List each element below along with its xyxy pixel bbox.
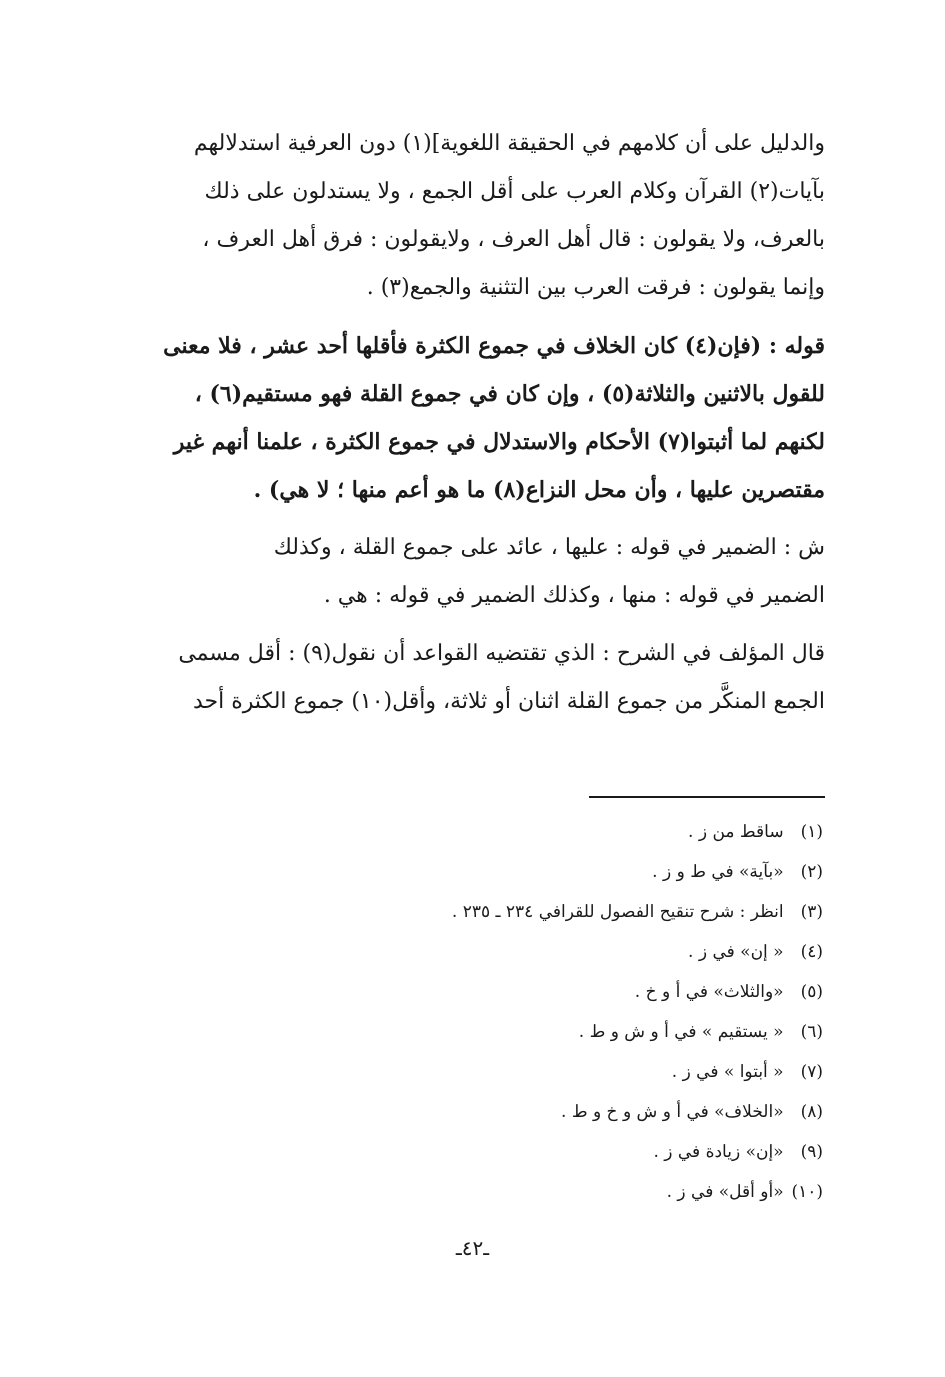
paragraph-4 — [110, 630, 825, 726]
footnote-text: «الخلاف» في أ و ش و خ و ط . — [561, 1102, 784, 1122]
page-number: ـ٤٢ـ — [455, 1236, 490, 1260]
footnote-text: «أو أقل» في ز . — [666, 1182, 784, 1202]
footnote-item — [223, 1132, 823, 1172]
footnote-item — [223, 1052, 823, 1092]
footnote-divider — [589, 796, 825, 798]
footnote-item — [223, 852, 823, 892]
footnote-number: (٣) — [800, 902, 823, 922]
paragraph-3 — [110, 524, 825, 620]
footnote-number: (٨) — [800, 1102, 823, 1122]
footnote-number: (١٠) — [791, 1182, 823, 1202]
footnote-item — [223, 1092, 823, 1132]
footnote-number: (٥) — [800, 982, 823, 1002]
paragraph-2-quotation — [110, 322, 825, 514]
text-line: للقول بالاثنين والثلاثة(٥) ، وإن كان في جموع القلة فهو مستقيم(٦) ، — [194, 381, 825, 407]
footnote-item — [223, 1172, 823, 1212]
footnote-text: « يستقيم » في أ و ش و ط . — [578, 1022, 784, 1042]
footnote-number: (٩) — [800, 1142, 823, 1162]
text-line: ش : الضمير في قوله : عليها ، عائد على جموع القلة ، وكذلك — [273, 535, 825, 560]
footnote-text: «والثلاث» في أ و خ . — [634, 982, 784, 1002]
footnote-item — [223, 812, 823, 852]
text-line: والدليل على أن كلامهم في الحقيقة اللغوية](١) دون العرفية استدلالهم — [193, 131, 825, 156]
text-line: الجمع المنكَّر من جموع القلة اثنان أو ثلاثة، وأقل(١٠) جموع الكثرة أحد — [193, 689, 825, 714]
main-text — [110, 120, 825, 736]
text-line: لكنهم لما أثبتوا(٧) الأحكام والاستدلال في جموع الكثرة ، علمنا أنهم غير — [173, 429, 825, 455]
footnote-text: « أبتوا » في ز . — [671, 1062, 784, 1082]
footnote-text: ساقط من ز . — [688, 822, 784, 842]
footnote-number: (٤) — [800, 942, 823, 962]
footnote-text: «إن» زيادة في ز . — [653, 1142, 784, 1162]
footnote-item — [223, 932, 823, 972]
text-line: الضمير في قوله : منها ، وكذلك الضمير في قوله : هي . — [323, 583, 825, 608]
footnote-text: «بآية» في ط و ز . — [652, 862, 784, 882]
text-line: بالعرف، ولا يقولون : قال أهل العرف ، ولايقولون : فرق أهل العرف ، — [202, 227, 825, 252]
text-line: قال المؤلف في الشرح : الذي تقتضيه القواعد أن نقول(٩) : أقل مسمى — [178, 641, 825, 666]
footnote-number: (١) — [800, 822, 823, 842]
text-line: بآيات(٢) القرآن وكلام العرب على أقل الجمع ، ولا يستدلون على ذلك — [204, 179, 825, 204]
footnote-item — [223, 892, 823, 932]
text-line: مقتصرين عليها ، وأن محل النزاع(٨) ما هو أعم منها ؛ لا هي) . — [253, 477, 825, 503]
footnote-number: (٢) — [800, 862, 823, 882]
text-line: وإنما يقولون : فرقت العرب بين التثنية والجمع(٣) . — [366, 275, 825, 300]
footnote-item — [223, 1012, 823, 1052]
footnotes — [223, 812, 823, 1212]
text-line: قوله : (فإن(٤) كان الخلاف في جموع الكثرة فأقلها أحد عشر ، فلا معنى — [163, 333, 825, 359]
footnote-number: (٦) — [800, 1022, 823, 1042]
footnote-text: انظر : شرح تنقيح الفصول للقرافي ٢٣٤ ـ ٢٣٥ . — [451, 902, 784, 922]
footnote-number: (٧) — [800, 1062, 823, 1082]
footnote-item — [223, 972, 823, 1012]
paragraph-1 — [110, 120, 825, 312]
footnote-text: « إن» في ز . — [688, 942, 784, 962]
